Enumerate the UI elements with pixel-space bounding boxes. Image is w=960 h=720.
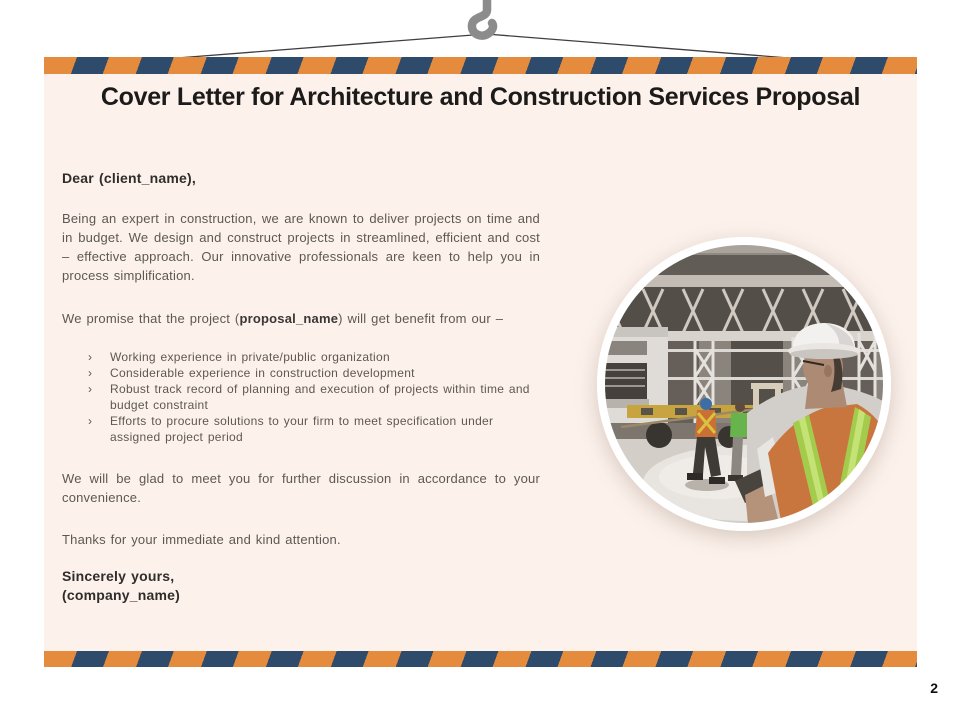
- proposal-name-placeholder: proposal_name: [239, 311, 339, 326]
- letter-paragraph-intro: Being an expert in construction, we are known to deliver projects on time and in budget. We design and construct projects in streamlined, efficient and cost – effective approach. Our innovative professionals are keen to help you in process simplification.: [62, 211, 540, 283]
- list-item-text: Considerable experience in construction development: [110, 366, 415, 380]
- bullet-marker-icon: ›: [88, 382, 93, 396]
- list-item-text: Efforts to procure solutions to your firm to meet specification under assigned project period: [110, 414, 494, 444]
- page-title: Cover Letter for Architecture and Construction Services Proposal: [100, 83, 861, 111]
- bullet-marker-icon: ›: [88, 350, 93, 364]
- slide-card: [44, 57, 917, 667]
- list-item-text: Robust track record of planning and execution of projects within time and budget constraint: [110, 382, 530, 412]
- bullet-marker-icon: ›: [88, 414, 93, 428]
- letter-paragraph-thanks: Thanks for your immediate and kind attention.: [62, 532, 341, 547]
- list-item: [88, 413, 540, 445]
- hazard-stripe-bottom: [44, 651, 917, 667]
- list-item-text: Working experience in private/public organization: [110, 350, 390, 364]
- benefits-list: [62, 349, 540, 445]
- company-name-placeholder: (company_name): [62, 587, 180, 603]
- hanger-string-left: [177, 34, 486, 58]
- promise-prefix: We promise that the project (: [62, 311, 240, 326]
- list-item: [88, 349, 540, 365]
- letter-paragraph-meeting: We will be glad to meet you for further discussion in accordance to your convenience.: [62, 471, 540, 505]
- signoff-line: Sincerely yours,: [62, 568, 175, 584]
- cover-letter-body: [62, 169, 540, 605]
- salutation: Dear (client_name),: [62, 170, 196, 186]
- page-number: 2: [930, 680, 938, 696]
- hook-shape: [472, 0, 493, 36]
- construction-photo-graphic: [597, 237, 891, 531]
- list-item: [88, 365, 540, 381]
- promise-suffix: ) will get benefit from our –: [338, 311, 504, 326]
- bullet-marker-icon: ›: [88, 366, 93, 380]
- signoff: [62, 567, 540, 605]
- crane-hook-icon: [0, 0, 960, 60]
- letter-paragraph-promise: [62, 309, 540, 328]
- hanger-string-right: [486, 34, 789, 58]
- hazard-stripe-top: [44, 57, 917, 74]
- list-item: [88, 381, 540, 413]
- construction-site-workers-photo: [597, 237, 891, 531]
